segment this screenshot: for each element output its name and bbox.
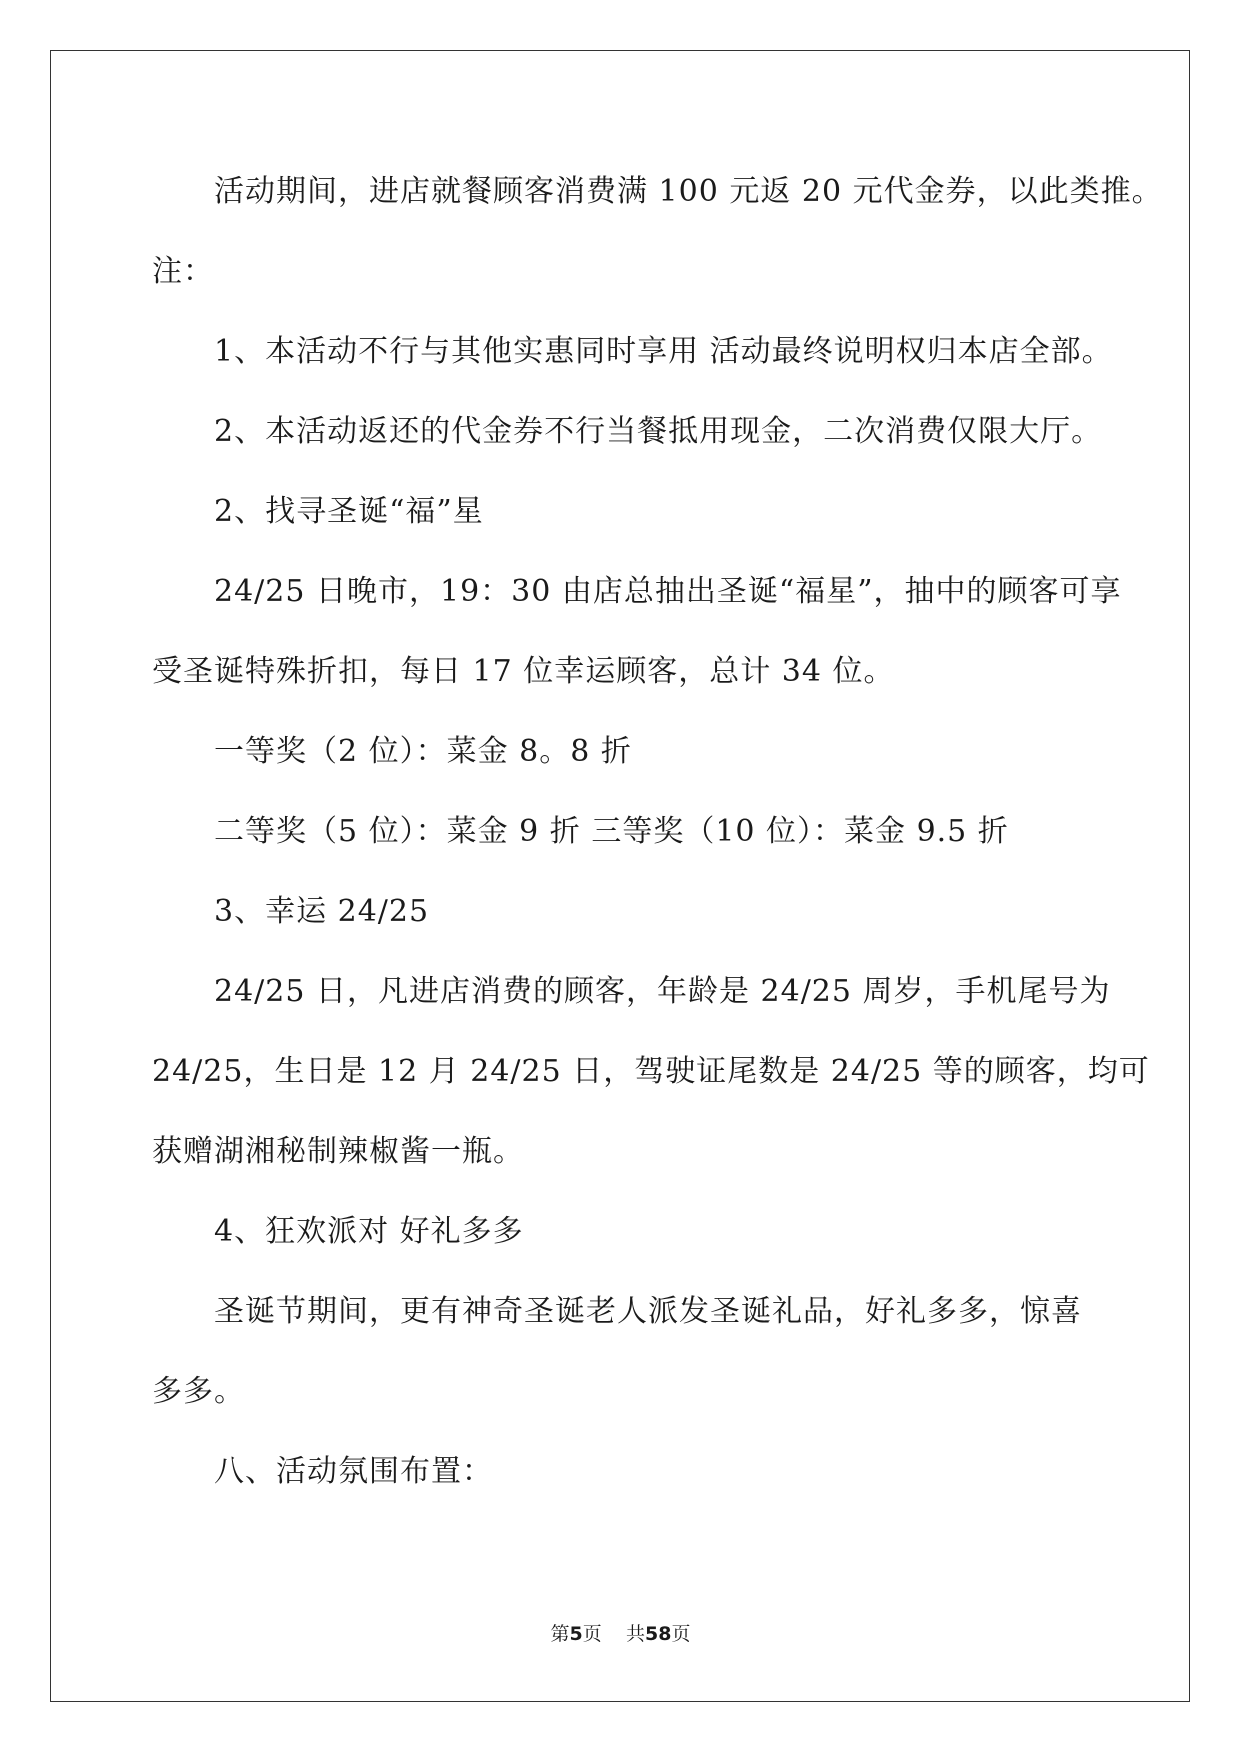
paragraph-line: 24/25 日，凡进店消费的顾客，年龄是 24/25 周岁，手机尾号为 <box>214 974 1111 1009</box>
note-heading: 注： <box>152 254 214 289</box>
total-prefix: 共 <box>625 1623 645 1645</box>
total-pages: 58 <box>644 1623 672 1645</box>
prize-line: 一等奖（2 位）：菜金 8。8 折 <box>214 734 632 769</box>
page-footer <box>0 1622 1241 1646</box>
section-heading: 2、找寻圣诞“福”星 <box>214 494 484 529</box>
section-heading: 3、幸运 24/25 <box>214 894 430 929</box>
section-heading: 八、活动氛围布置： <box>214 1454 493 1489</box>
page-number: 5 <box>569 1623 583 1645</box>
prize-line: 二等奖（5 位）：菜金 9 折 三等奖（10 位）：菜金 9.5 折 <box>214 814 1009 849</box>
paragraph-line: 圣诞节期间，更有神奇圣诞老人派发圣诞礼品，好礼多多，惊喜 <box>214 1294 1082 1329</box>
section-heading: 4、狂欢派对 好礼多多 <box>214 1214 524 1249</box>
paragraph-line: 活动期间，进店就餐顾客消费满 100 元返 20 元代金券，以此类推。 <box>214 174 1163 209</box>
paragraph-line: 多多。 <box>152 1374 245 1409</box>
paragraph-line: 1、本活动不行与其他实惠同时享用 活动最终说明权归本店全部。 <box>214 334 1113 369</box>
page-suffix: 页 <box>582 1623 602 1645</box>
paragraph-line: 获赠湖湘秘制辣椒酱一瓶。 <box>152 1134 524 1169</box>
total-suffix: 页 <box>671 1623 691 1645</box>
paragraph-line: 24/25 日晚市，19：30 由店总抽出圣诞“福星”，抽中的顾客可享 <box>214 574 1122 609</box>
paragraph-line: 受圣诞特殊折扣，每日 17 位幸运顾客，总计 34 位。 <box>152 654 895 689</box>
page-prefix: 第 <box>550 1623 570 1645</box>
paragraph-line: 2、本活动返还的代金券不行当餐抵用现金，二次消费仅限大厅。 <box>214 414 1103 449</box>
paragraph-line: 24/25，生日是 12 月 24/25 日，驾驶证尾数是 24/25 等的顾客，均可 <box>152 1054 1150 1089</box>
